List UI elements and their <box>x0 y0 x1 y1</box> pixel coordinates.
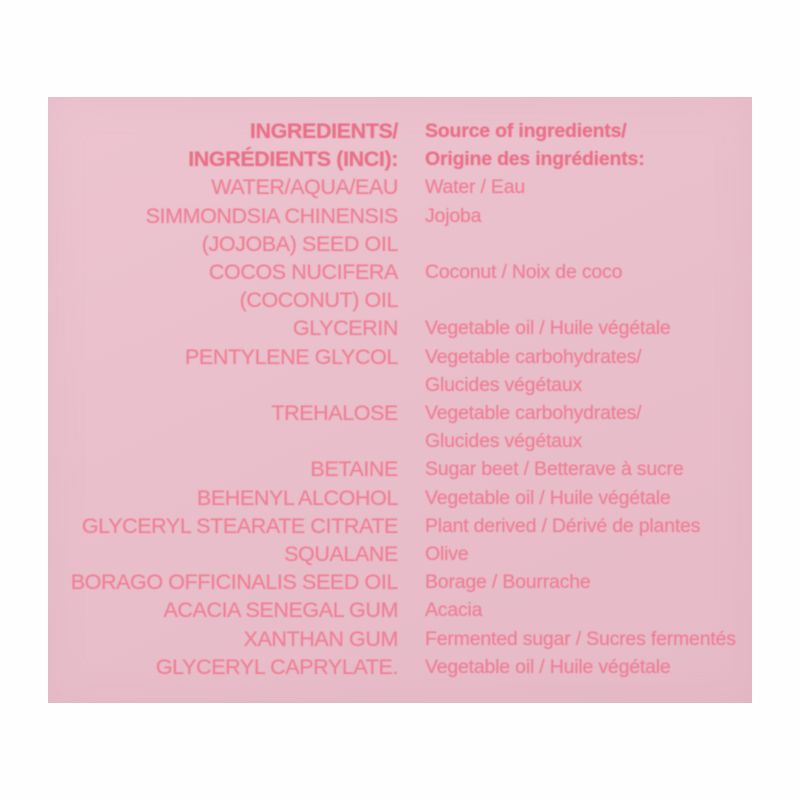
ingredient-rows <box>48 173 752 681</box>
inci-name-line: (JOJOBA) SEED OIL <box>201 231 398 256</box>
inci-name-line: GLYCERYL STEARATE CITRATE <box>81 513 398 538</box>
inci-name-line: SQUALANE <box>284 542 398 567</box>
inci-name <box>48 258 398 314</box>
ingredient-source <box>425 653 745 681</box>
inci-name <box>48 173 398 201</box>
ingredient-source <box>425 484 745 512</box>
ingredient-row <box>48 568 752 596</box>
header-row <box>48 117 752 173</box>
inci-name <box>48 568 398 596</box>
inci-name-line: XANTHAN GUM <box>243 626 398 651</box>
inci-name-line: (COCONUT) OIL <box>239 288 398 313</box>
ingredient-row <box>48 484 752 512</box>
inci-header <box>48 117 398 173</box>
ingredient-source-line: Sugar beet / Betterave à sucre <box>425 458 684 481</box>
ingredient-source <box>425 173 745 201</box>
ingredient-source-line: Water / Eau <box>425 176 526 199</box>
ingredient-source-line: Acacia <box>425 599 483 622</box>
inci-name <box>48 399 398 427</box>
inci-name <box>48 540 398 568</box>
inci-name <box>48 202 398 258</box>
ingredient-source <box>425 540 745 568</box>
ingredient-source-line: Vegetable oil / Huile végétale <box>425 317 671 340</box>
inci-name <box>48 653 398 681</box>
ingredient-source <box>425 625 745 653</box>
ingredient-source <box>425 202 745 230</box>
ingredient-source <box>425 568 745 596</box>
inci-name-line: GLYCERIN <box>292 316 398 341</box>
ingredient-source <box>425 596 745 624</box>
ingredient-source-line: Vegetable carbohydrates/ <box>425 345 642 368</box>
inci-name <box>48 596 398 624</box>
ingredient-row <box>48 173 752 201</box>
inci-name-line: SIMMONDSIA CHINENSIS <box>145 203 398 228</box>
inci-name-line: WATER/AQUA/EAU <box>211 175 398 200</box>
ingredient-row <box>48 343 752 399</box>
label-content <box>48 117 752 681</box>
ingredient-row <box>48 455 752 483</box>
ingredients-label <box>48 97 752 703</box>
inci-name <box>48 484 398 512</box>
ingredient-source <box>425 343 745 399</box>
ingredient-source-line: Glucides végétaux <box>425 373 583 396</box>
ingredient-source <box>425 512 745 540</box>
ingredient-source <box>425 314 745 342</box>
ingredient-row <box>48 596 752 624</box>
ingredient-row <box>48 540 752 568</box>
inci-name <box>48 343 398 371</box>
source-header-line-2: Origine des ingrédients: <box>425 148 645 171</box>
ingredient-source-line: Plant derived / Dérivé de plantes <box>425 514 701 537</box>
inci-name-line: COCOS NUCIFERA <box>208 260 398 285</box>
ingredient-row <box>48 258 752 314</box>
ingredient-source <box>425 399 745 455</box>
source-header <box>425 117 745 173</box>
ingredient-row <box>48 653 752 681</box>
ingredient-source-line: Glucides végétaux <box>425 430 583 453</box>
ingredient-source <box>425 258 745 286</box>
inci-name <box>48 455 398 483</box>
ingredient-source-line: Olive <box>425 543 469 566</box>
ingredient-row <box>48 314 752 342</box>
inci-name-line: BEHENYL ALCOHOL <box>196 485 398 510</box>
ingredient-source-line: Jojoba <box>425 204 482 227</box>
ingredient-source-line: Fermented sugar / Sucres fermentés <box>425 627 736 650</box>
inci-name-line: PENTYLENE GLYCOL <box>184 344 398 369</box>
source-header-line-1: Source of ingredients/ <box>425 120 627 142</box>
ingredient-row <box>48 512 752 540</box>
ingredient-row <box>48 202 752 258</box>
inci-name-line: TREHALOSE <box>271 401 398 426</box>
ingredient-source-line: Borage / Bourrache <box>425 571 591 594</box>
ingredient-row <box>48 399 752 455</box>
ingredient-row <box>48 625 752 653</box>
inci-name <box>48 512 398 540</box>
ingredient-source-line: Vegetable oil / Huile végétale <box>425 655 671 678</box>
inci-header-line-2: INGRÉDIENTS (INCI): <box>188 147 398 172</box>
inci-name <box>48 625 398 653</box>
inci-name-line: BORAGO OFFICINALIS SEED OIL <box>70 570 398 595</box>
ingredient-source-line: Coconut / Noix de coco <box>425 261 623 284</box>
ingredient-source-line: Vegetable carbohydrates/ <box>425 402 642 425</box>
inci-name-line: ACACIA SENEGAL GUM <box>163 598 398 623</box>
inci-name-line: GLYCERYL CAPRYLATE. <box>155 654 398 679</box>
ingredient-source-line: Vegetable oil / Huile végétale <box>425 486 671 509</box>
inci-name <box>48 314 398 342</box>
ingredient-source <box>425 455 745 483</box>
inci-header-line-1: INGREDIENTS/ <box>249 119 398 143</box>
inci-name-line: BETAINE <box>310 457 398 482</box>
